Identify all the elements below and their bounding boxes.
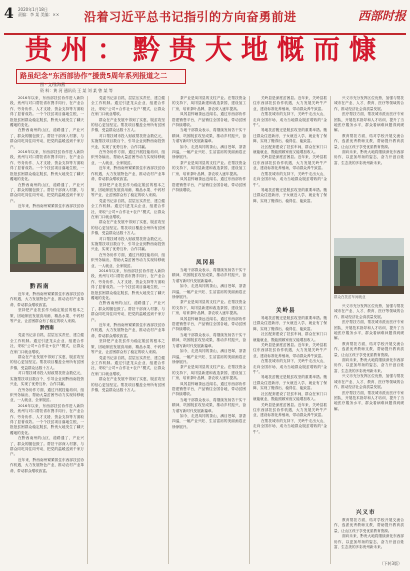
paragraph: 易地扶贫搬迁是脱贫攻坚的重要举措。搬迁群众住进新房，子女就近入学，就业有了保障，实现了搬得出、稳得住、能致富。: [253, 128, 327, 144]
section-banner: 沿着习近平总书记指引的方向奋勇前进: [84, 10, 297, 24]
paragraph: 近年来，黔西南州紧紧抓住东西部扶贫协作机遇，大力发展特色产业，推动农村产业革命，带动群众增收致富。: [10, 457, 84, 473]
byline-contributors: 资 料：黄 河 通讯员 王 某 刘 某 曾 某 等: [40, 88, 113, 93]
continued-note: （下转3版）: [379, 561, 402, 566]
paragraph: 群众在产业发展中得到了实惠，脱贫攻坚的信心更加坚定。帮扶项目覆盖全州所有贫困乡镇，受益群众达数十万人。: [10, 355, 84, 370]
article-column-3-top: [172, 96, 246, 246]
paragraph: 凤冈县锌硒茶远近闻名，通过东西部协作搭建销售平台，产品销往全国各地，带动贫困户持续增收。: [172, 177, 246, 192]
paragraph: 医疗帮扶方面，帮扶城市派出医疗专家团队，开展技术指导和人才培训，提升了当地医疗服务水平，群众看病难问题得到缓解。: [334, 112, 404, 133]
paragraph: 党委书记亲自抓，层层压实责任，建立健全工作机制。通过引进龙头企业、组建合作社，采取“公司+合作社+农户”模式，让群众在家门口就业增收。: [91, 198, 165, 219]
paragraph: 坚持把产业扶贫作为稳定脱贫的根本之策，因地制宜发展食用菌、精品水果、中药材等产业，让贫困群众有了稳定的收入来源。: [91, 339, 165, 355]
paragraph: 当地干部群众表示，将继续发扬苦干实干精神，巩固脱贫攻坚成果，推动乡村振兴，奋力谱写新时代发展新篇章。: [172, 128, 246, 144]
paragraph: 群众在产业发展中得到了实惠，脱贫攻坚的信心更加坚定。帮扶项目覆盖全州所有贫困乡镇，受益群众达数十万人。: [91, 220, 165, 236]
article-column-5-middle: [334, 304, 404, 504]
paragraph: 近年来，黔西南州紧紧抓住东西部扶贫协作机遇，大力发展特色产业，推动农村产业革命，带动群众增收致富。: [10, 292, 84, 307]
paragraph: 在劳务协作方面，通过开展技能培训、组织劳务输出，帮助大量贫困劳动力实现转移就业，一人就业、全家脱贫。: [91, 252, 165, 268]
section-title-2: 凤冈县: [196, 260, 216, 266]
paragraph: 兴义市充分发挥区位优势，加强与帮扶城市在产业、人才、教育、医疗等领域的合作，推动经济社会高质量发展。: [334, 304, 404, 319]
paragraph: 医疗帮扶方面，帮扶城市派出医疗专家团队，开展技术指导和人才培训，提升了当地医疗服务水平，群众看病难问题得到缓解。: [334, 320, 404, 341]
article-column-2: [91, 96, 165, 564]
paragraph: 2016年以来，东西部扶贫协作进入新阶段，贵州与对口帮扶省市携手同行，在产业合作、劳务协作、人才支援、资金支持等方面取得了显著成效。一个个扶贫项目落地生根，一批批贫困群众稳定脱贫，黔贵大地发生了翻天覆地的变化。: [10, 150, 84, 182]
paragraph: 关岭县是深度贫困县。近年来，关岭县抓住东西部扶贫协作机遇，大力发展关岭牛产业，建设标准化养殖场，带动群众养牛致富。: [253, 402, 327, 418]
article-column-5-bottom: [334, 518, 404, 558]
paragraph: 茶产业是凤冈县的支柱产业。在帮扶资金的支持下，凤冈县新建和改造茶园，建设加工厂房，培育茶叶品牌，茶农收入逐年提高。: [172, 365, 246, 381]
newspaper-logo: 西部时报: [357, 9, 406, 23]
paragraph: 教育帮扶方面，结对学校开展交流合作，选派优秀教师支教，帮助提升教育质量，让山区孩子享受优质教育资源。: [334, 341, 404, 357]
paragraph: 兴义市充分发挥区位优势，加强与帮扶城市在产业、人才、教育、医疗等领域的合作，推动经济社会高质量发展。: [334, 374, 404, 390]
paragraph: 群众在产业发展中得到了实惠，脱贫攻坚的信心更加坚定。帮扶项目覆盖全州所有贫困乡镇，受益群众达数十万人。: [91, 117, 165, 133]
paragraph: 在帮扶城市的支持下，关岭牛走出大山，走向全国市场，成为当地群众脱贫增收的“金牛”。: [253, 418, 327, 434]
paragraph: 凤冈县锌硒茶远近闻名，通过东西部协作搭建销售平台，产品销往全国各地，带动贫困户持续增收。: [172, 316, 246, 332]
photo-project-site: [10, 210, 84, 272]
paragraph: 社区配套建设了扶贫车间，群众在家门口就能就业，既能照顾家庭又能增加收入。: [253, 332, 327, 342]
paragraph: 在劳务协作方面，通过开展技能培训、组织劳务输出，帮助大量贫困劳动力实现转移就业，一人就业、全家脱贫。: [10, 387, 84, 403]
paragraph: 关岭县是深度贫困县。近年来，关岭县抓住东西部扶贫协作机遇，大力发展关岭牛产业，建设标准化养殖场，带动群众养牛致富。: [253, 343, 327, 358]
paragraph: 2016年以来，东西部扶贫协作进入新阶段，贵州与对口帮扶省市携手同行，在产业合作、劳务协作、人才支援、资金支持等方面取得了显著成效。一个个扶贫项目落地生根，一批批贫困群众稳定脱贫，黔贵大地发生了翻天覆地的变化。: [10, 403, 84, 435]
paragraph: 在黔西南州的山区，道路通了，产业兴了，群众的腰包鼓了。帮扶干部深入村寨，与群众同吃同住同劳动，把党的温暖送到千家万户。: [10, 128, 84, 149]
issue-meta: [18, 7, 78, 17]
byline: [40, 82, 113, 94]
paragraph: 面向未来，黔贵大地将继续深化东西部协作，以更加昂扬的姿态，奋力开创百姓富、生态美的多彩贵州新未来。: [334, 534, 404, 550]
section-title-1: 黔西南: [30, 284, 50, 290]
paragraph: 近年来，黔西南州紧紧抓住东西部扶贫协作机遇，大力发展特色产业，推动农村产业革命，带动群众增收致富。: [91, 166, 165, 182]
paragraph: 凤冈县锌硒茶远近闻名，通过东西部协作搭建销售平台，产品销往全国各地，带动贫困户持续增收。: [172, 381, 246, 397]
subheading: 黔西南: [40, 326, 54, 332]
paragraph: 茶产业是凤冈县的支柱产业。在帮扶资金的支持下，凤冈县新建和改造茶园，建设加工厂房，培育茶叶品牌，茶农收入逐年提高。: [172, 160, 246, 176]
paragraph: 易地扶贫搬迁是脱贫攻坚的重要举措。搬迁群众住进新房，子女就近入学，就业有了保障，实现了搬得出、稳得住、能致富。: [253, 375, 327, 391]
paragraph: 如今，走进凤冈的茶山，满目苍翠，茶香四溢，一幅产业兴旺、生活富裕的美丽画卷正徐徐展开。: [172, 144, 246, 160]
paragraph: 在黔西南州的山区，道路通了，产业兴了，群众的腰包鼓了。帮扶干部深入村寨，与群众同吃同住同劳动，把党的温暖送到千家万户。: [91, 301, 165, 322]
issue-date: 2020年1月18日: [18, 7, 48, 12]
paragraph: 坚持把产业扶贫作为稳定脱贫的根本之策，因地制宜发展食用菌、精品水果、中药材等产业，让贫困群众有了稳定的收入来源。: [10, 308, 84, 324]
paragraph: 当地干部群众表示，将继续发扬苦干实干精神，巩固脱贫攻坚成果，推动乡村振兴，奋力谱写新时代发展新篇章。: [172, 397, 246, 413]
paragraph: 对口帮扶城市投入财政帮扶资金数亿元，实施帮扶项目数百个，引导企业到黔西南投资兴业，实现了优势互补、合作共赢。: [91, 236, 165, 252]
paragraph: 在帮扶城市的支持下，关岭牛走出大山，走向全国市场，成为当地群众脱贫增收的“金牛”。: [253, 359, 327, 375]
paragraph: 如今，走进凤冈的茶山，满目苍翠，茶香四溢，一幅产业兴旺、生活富裕的美丽画卷正徐徐展开。: [172, 413, 246, 429]
page-number: 4: [4, 6, 14, 22]
paragraph: 对口帮扶城市投入财政帮扶资金数亿元，实施帮扶项目数百个，引导企业到黔西南投资兴业，实现了优势互补、合作共赢。: [10, 371, 84, 387]
photo-image: [10, 210, 84, 272]
paragraph: 2016年以来，东西部扶贫协作进入新阶段，贵州与对口帮扶省市携手同行，在产业合作、劳务协作、人才支援、资金支持等方面取得了显著成效。一个个扶贫项目落地生根，一批批贫困群众稳定脱贫，黔贵大地发生了翻天覆地的变化。: [91, 269, 165, 301]
page-header: [4, 4, 406, 34]
paragraph: 凤冈县锌硒茶远近闻名，通过东西部协作搭建销售平台，产品销往全国各地，带动贫困户持续增收。: [172, 112, 246, 128]
column-divider: [87, 96, 88, 564]
issue-editors: 责编：李 某 美编：××: [18, 12, 60, 17]
paragraph: 兴义市充分发挥区位优势，加强与帮扶城市在产业、人才、教育、医疗等领域的合作，推动经济社会高质量发展。: [334, 96, 404, 111]
column-divider: [168, 96, 169, 564]
paragraph: 当地干部群众表示，将继续发扬苦干实干精神，巩固脱贫攻坚成果，推动乡村振兴，奋力谱写新时代发展新篇章。: [172, 268, 246, 283]
paragraph: 医疗帮扶方面，帮扶城市派出医疗专家团队，开展技术指导和人才培训，提升了当地医疗服务水平，群众看病难问题得到缓解。: [334, 390, 404, 411]
paragraph: 茶产业是凤冈县的支柱产业。在帮扶资金的支持下，凤冈县新建和改造茶园，建设加工厂房，培育茶叶品牌，茶农收入逐年提高。: [172, 300, 246, 316]
article-column-5-top: [334, 96, 404, 236]
article-column-4-bottom: [253, 316, 327, 564]
column-divider: [330, 96, 331, 564]
paragraph: 在帮扶城市的支持下，关岭牛走出大山，走向全国市场，成为当地群众脱贫增收的“金牛”。: [253, 171, 327, 187]
paragraph: 在黔西南州的山区，道路通了，产业兴了，群众的腰包鼓了。帮扶干部深入村寨，与群众同吃同住同劳动，把党的温暖送到千家万户。: [10, 436, 84, 457]
paragraph: 在劳务协作方面，通过开展技能培训、组织劳务输出，帮助大量贫困劳动力实现转移就业，一人就业、全家脱贫。: [91, 150, 165, 165]
main-headline: 贵州：黔贵大地慨而慷: [25, 35, 385, 66]
paragraph: 近年来，黔西南州紧紧抓住东西部扶贫协作机遇，大力发展特色产业，推动农村产业革命，带动群众增收致富。: [91, 323, 165, 338]
paragraph: 社区配套建设了扶贫车间，群众在家门口就能就业，既能照顾家庭又能增加收入。: [253, 144, 327, 155]
photo-caption: 群众在扶贫车间就业: [334, 295, 366, 299]
paragraph: 如今，走进凤冈的茶山，满目苍翠，茶香四溢，一幅产业兴旺、生活富裕的美丽画卷正徐徐展开。: [172, 284, 246, 300]
paragraph: 在黔西南州的山区，道路通了，产业兴了，群众的腰包鼓了。帮扶干部深入村寨，与群众同吃同住同劳动，把党的温暖送到千家万户。: [10, 182, 84, 203]
paragraph: 教育帮扶方面，结对学校开展交流合作，选派优秀教师支教，帮助提升教育质量，让山区孩子享受优质教育资源。: [334, 518, 404, 533]
article-column-4-top: [253, 96, 327, 296]
paragraph: 坚持把产业扶贫作为稳定脱贫的根本之策，因地制宜发展食用菌、精品水果、中药材等产业，让贫困群众有了稳定的收入来源。: [91, 182, 165, 198]
paragraph: 教育帮扶方面，结对学校开展交流合作，选派优秀教师支教，帮助提升教育质量，让山区孩子享受优质教育资源。: [334, 133, 404, 149]
subheadline: 路虽纪念“东西部协作”援贵5周年系列报道之二: [20, 72, 168, 80]
paragraph: 对口帮扶城市投入财政帮扶资金数亿元，实施帮扶项目数百个，引导企业到黔西南投资兴业，实现了优势互补、合作共赢。: [91, 133, 165, 149]
photo-image: [334, 238, 404, 294]
article-column-3-bottom: [172, 268, 246, 564]
byline-author: 图 · 文/张海燕: [40, 82, 66, 87]
paragraph: 易地扶贫搬迁是脱贫攻坚的重要举措。搬迁群众住进新房，子女就近入学，就业有了保障，实现了搬得出、稳得住、能致富。: [253, 187, 327, 203]
paragraph: 茶产业是凤冈县的支柱产业。在帮扶资金的支持下，凤冈县新建和改造茶园，建设加工厂房，培育茶叶品牌，茶农收入逐年提高。: [172, 96, 246, 111]
article-column-1-bottom: [10, 292, 84, 562]
paragraph: 关岭县是深度贫困县。近年来，关岭县抓住东西部扶贫协作机遇，大力发展关岭牛产业，建设标准化养殖场，带动群众养牛致富。: [253, 96, 327, 111]
paragraph: 群众在产业发展中得到了实惠，脱贫攻坚的信心更加坚定。帮扶项目覆盖全州所有贫困乡镇，受益群众达数十万人。: [91, 377, 165, 392]
paragraph: 在帮扶城市的支持下，关岭牛走出大山，走向全国市场，成为当地群众脱贫增收的“金牛”。: [253, 112, 327, 128]
paragraph: 易地扶贫搬迁是脱贫攻坚的重要举措。搬迁群众住进新房，子女就近入学，就业有了保障，实现了搬得出、稳得住、能致富。: [253, 316, 327, 331]
photo-workshop: [334, 238, 404, 294]
paragraph: 党委书记亲自抓，层层压实责任，建立健全工作机制。通过引进龙头企业、组建合作社，采取“公司+合作社+农户”模式，让群众在家门口就业增收。: [91, 96, 165, 117]
paragraph: 关岭县是深度贫困县。近年来，关岭县抓住东西部扶贫协作机遇，大力发展关岭牛产业，建设标准化养殖场，带动群众养牛致富。: [253, 155, 327, 171]
paragraph: 面向未来，黔贵大地将继续深化东西部协作，以更加昂扬的姿态，奋力开创百姓富、生态美的多彩贵州新未来。: [334, 358, 404, 373]
section-title-4: 兴义市: [356, 510, 376, 516]
column-divider: [249, 96, 250, 564]
paragraph: 如今，走进凤冈的茶山，满目苍翠，茶香四溢，一幅产业兴旺、生活富裕的美丽画卷正徐徐展开。: [172, 349, 246, 364]
paragraph: 近年来，黔西南州紧紧抓住东西部扶贫协: [18, 204, 84, 209]
paragraph: 面向未来，黔贵大地将继续深化东西部协作，以更加昂扬的姿态，奋力开创百姓富、生态美的多彩贵州新未来。: [334, 150, 404, 165]
paragraph: 当地干部群众表示，将继续发扬苦干实干精神，巩固脱贫攻坚成果，推动乡村振兴，奋力谱写新时代发展新篇章。: [172, 332, 246, 348]
paragraph: 2016年以来，东西部扶贫协作进入新阶段，贵州与对口帮扶省市携手同行，在产业合作、劳务协作、人才支援、资金支持等方面取得了显著成效。一个个扶贫项目落地生根，一批批贫困群众稳定脱贫，黔贵大地发生了翻天覆地的变化。: [10, 96, 84, 128]
paragraph: 党委书记亲自抓，层层压实责任，建立健全工作机制。通过引进龙头企业、组建合作社，采取“公司+合作社+农户”模式，让群众在家门口就业增收。: [10, 333, 84, 354]
paragraph: 党委书记亲自抓，层层压实责任，建立健全工作机制。通过引进龙头企业、组建合作社，采取“公司+合作社+农户”模式，让群众在家门口就业增收。: [91, 355, 165, 376]
section-title-3: 关岭县: [276, 308, 296, 314]
paragraph: 社区配套建设了扶贫车间，群众在家门口就能就业，既能照顾家庭又能增加收入。: [253, 391, 327, 402]
